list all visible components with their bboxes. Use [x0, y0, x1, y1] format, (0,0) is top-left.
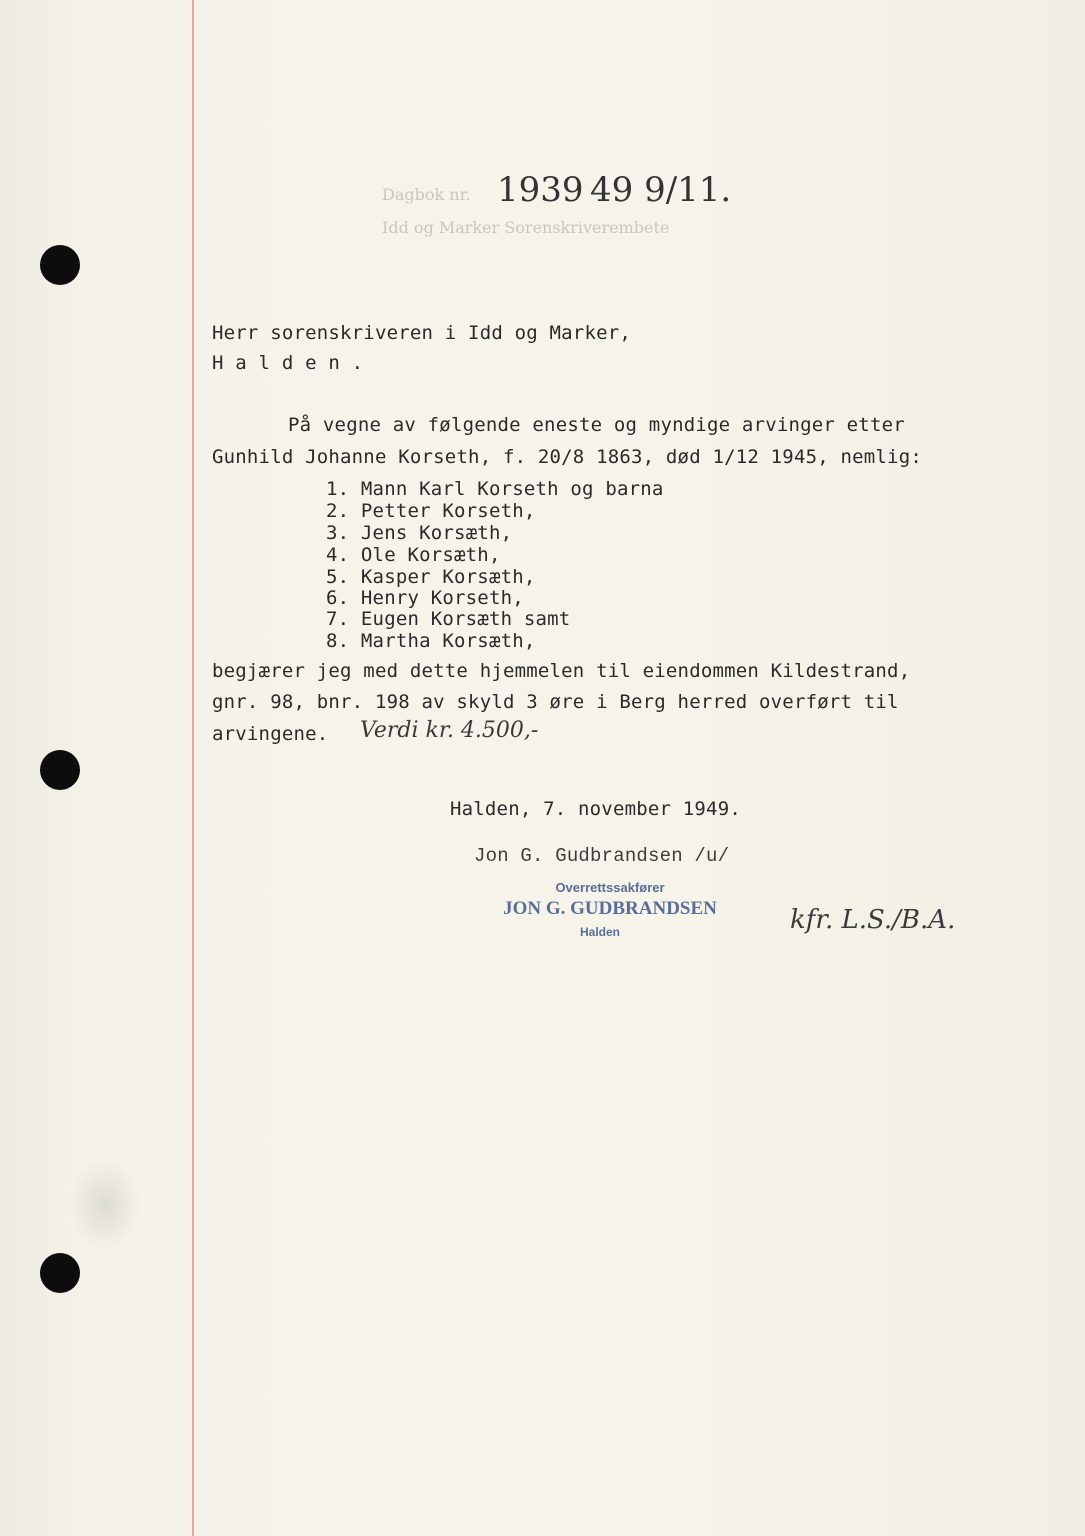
heir-item: 5. Kasper Korsæth,: [326, 566, 536, 588]
value-note: Verdi kr. 4.500,-: [360, 718, 539, 743]
heir-item: 6. Henry Korseth,: [326, 587, 524, 609]
stamp-city: Halden: [579, 925, 620, 939]
request-line1: begjærer jeg med dette hjemmelen til eiendommen Kildestrand,: [212, 660, 911, 682]
stamp-name: JON G. GUDBRANDSEN: [503, 898, 717, 919]
addressee-line1: Herr sorenskriveren i Idd og Marker,: [212, 322, 632, 344]
signature-line: Jon G. Gudbrandsen /u/: [474, 845, 730, 867]
body-line1: På vegne av følgende eneste og myndige arvinger etter: [288, 414, 905, 436]
received-stamp-line1: Dagbok nr.: [382, 185, 471, 204]
red-margin-line: [192, 0, 194, 1536]
heir-item: 8. Martha Korsæth,: [326, 630, 536, 652]
punch-hole-bottom: [40, 1253, 80, 1293]
body-line2: Gunhild Johanne Korseth, f. 20/8 1863, død 1/12 1945, nemlig:: [212, 446, 922, 468]
journal-date: 49 9/11.: [590, 170, 732, 210]
punch-hole-middle: [40, 750, 80, 790]
registry-note: kfr. L.S./B.A.: [790, 905, 956, 935]
request-line2: gnr. 98, bnr. 198 av skyld 3 øre i Berg herred overført til: [212, 691, 899, 713]
request-line3: arvingene.: [212, 723, 329, 745]
fingerprint-smudge: [70, 1160, 140, 1250]
punch-hole-top: [40, 245, 80, 285]
place-date: Halden, 7. november 1949.: [450, 798, 741, 820]
heir-item: 1. Mann Karl Korseth og barna: [326, 478, 664, 500]
heir-item: 7. Eugen Korsæth samt: [326, 608, 571, 630]
addressee-line2: H a l d e n .: [212, 352, 364, 374]
heir-item: 2. Petter Korseth,: [326, 500, 536, 522]
heir-item: 3. Jens Korsæth,: [326, 522, 513, 544]
heir-item: 4. Ole Korsæth,: [326, 544, 501, 566]
stamp-title: Overrettssakfører: [555, 880, 665, 895]
journal-number: 1939: [497, 170, 584, 210]
received-stamp-line2: Idd og Marker Sorenskriverembete: [382, 218, 670, 237]
